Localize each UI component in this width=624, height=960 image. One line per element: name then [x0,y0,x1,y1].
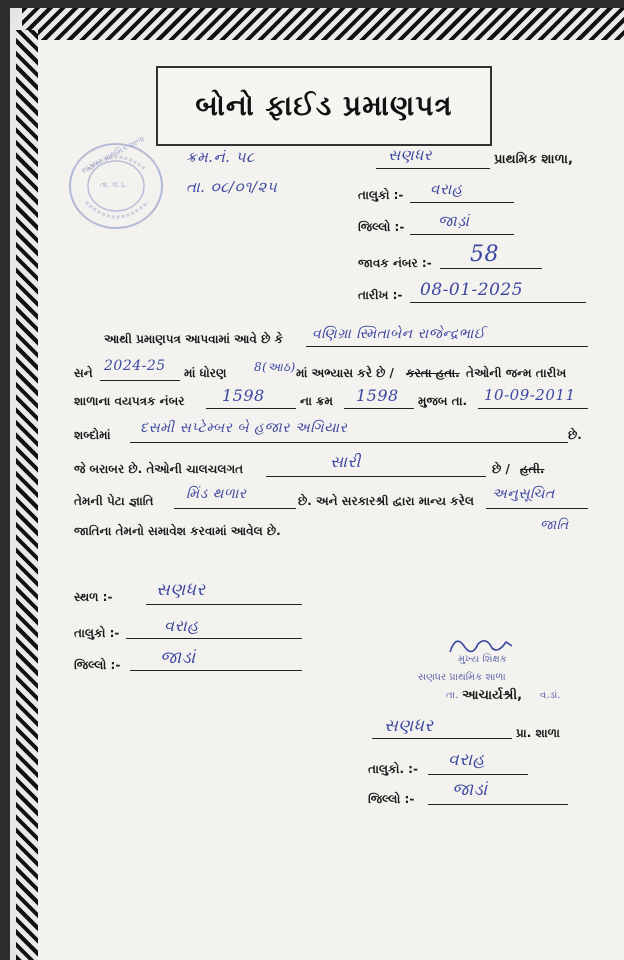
category-value-2: જાતિ [540,518,569,533]
stamp-ring-text: સણધર પ્રાથમિક શાળા [79,134,146,176]
place-label: સ્થળ :- [74,590,113,604]
conduct-line [266,476,486,477]
student-name-value: વણિગ્રા સ્મિતાબેન રાજેન્દ્રભાઈ [312,326,486,342]
subcaste-prefix: તેમની પેટા જ્ઞાતિ [74,494,154,508]
bottom-taluka-value: વરાહ [164,616,200,635]
words-suffix: છે. [568,428,582,442]
date-value: 08-01-2025 [420,280,524,300]
signature-stamp-line2: સણધર પ્રાથમિક શાળા [418,672,506,683]
reference-number: ક્રમ.નં. ૫૮ [186,148,255,166]
school-name-value: સણધર [388,146,432,164]
taluka-label: તાલુકો :- [358,188,404,202]
title-box [156,66,492,146]
taluka-line [410,202,514,203]
signature-district-label: જિલ્લો :- [368,792,415,806]
bottom-district-label: જિલ્લો :- [74,658,121,672]
signature-school-value: સણધર [384,716,434,736]
category-value: અનુસૂચિત [492,486,555,502]
district-label: જિલ્લો :- [358,220,405,234]
as-per-text: મુજબ તા. [418,394,468,408]
study-text-a: માં અભ્યાસ કરે છે / [296,366,394,380]
bottom-taluka-label: તાલુકો :- [74,626,120,640]
school-name-line [376,168,490,169]
year-prefix: સને [74,366,93,380]
serial-number-value: 1598 [356,386,399,405]
district-value: જાડ઼ાં [438,212,470,230]
register-prefix: શાળાના વયપત્રક નંબર [74,394,185,408]
decorative-border-left [16,30,38,960]
signature-district-line [428,804,568,805]
student-name-line [306,346,588,347]
register-line [206,408,296,409]
serial-line [344,408,414,409]
subcaste-value: મિંડ થળાર [186,486,247,502]
bottom-district-value: જાડાં [160,648,196,668]
outward-number-value: 58 [470,242,499,267]
conduct-prefix: જે બરાબર છે. તેઓની ચાલચલગત [74,462,244,476]
date-label: તારીખ :- [358,288,403,302]
signature-stamp-line1: મુખ્ય શિક્ષક [458,654,507,665]
dob-in-words-value: દસમી સપ્ટેમ્બર બે હજાર અગિયાર [140,420,348,436]
conduct-suffix-a: છે / [492,462,510,476]
date-line [410,302,586,303]
signature-school-line [372,738,512,739]
signature-taluka-label: તાલુકો. :- [368,762,418,776]
certificate-title: બોનો ફાઈડ પ્રમાણપત્ર [195,89,453,122]
body-intro: આથી પ્રમાણપત્ર આપવામાં આવે છે કે [104,332,283,346]
standard-value: 8(આઠ) [254,360,296,374]
inclusion-text: જાતિના તેમનો સમાવેશ કરવામાં આવેલ છે. [74,524,281,538]
signature-taluka-value: વરાહ [448,750,486,770]
conduct-value: સારી [330,452,361,471]
subcaste-line [174,508,296,509]
year-line [100,380,180,381]
outward-number-label: જાવક નંબર :- [358,256,432,270]
register-number-value: 1598 [222,386,265,405]
government-text: છે. અને સરકારશ્રી દ્વારા માન્ય કરેલ [298,494,474,508]
reference-date: તા. ૦૮/૦૧/૨૫ [186,178,278,196]
category-line [486,508,588,509]
signature-district-value: જાડાં [452,780,488,800]
bottom-district-line [130,670,302,671]
outward-number-line [440,268,542,269]
signature-school-suffix: પ્રા. શાળા [516,726,560,740]
principal-title: આચાર્યશ્રી, [462,688,523,703]
words-line [130,442,568,443]
academic-year-value: 2024-25 [104,358,166,374]
signature-stamp-suffix: વ.ડાં. [540,690,561,701]
school-suffix: પ્રાથમિક શાળા, [494,152,573,167]
date-of-birth-value: 10-09-2011 [484,386,576,404]
place-value: સણધર [156,580,206,600]
conduct-suffix-b: હતી. [520,462,545,476]
place-line [146,604,302,605]
study-text-b: કરતા હતા. [406,366,460,380]
dob-line [478,408,588,409]
study-text-c: તેઓની જન્મ તારીખ [466,366,567,380]
standard-prefix: માં ધોરણ [184,366,227,380]
serial-prefix: ના ક્રમ [300,394,334,408]
words-prefix: શબ્દોમાં [74,428,111,442]
signature-taluka-line [428,774,528,775]
bottom-taluka-line [126,638,302,639]
signature-stamp-prefix: તા. [446,690,459,701]
decorative-border-top [22,8,624,40]
taluka-value: વરાહ [430,180,463,198]
district-line [410,234,514,235]
stamp-center-text: તા. વ.ડ. [100,180,127,189]
